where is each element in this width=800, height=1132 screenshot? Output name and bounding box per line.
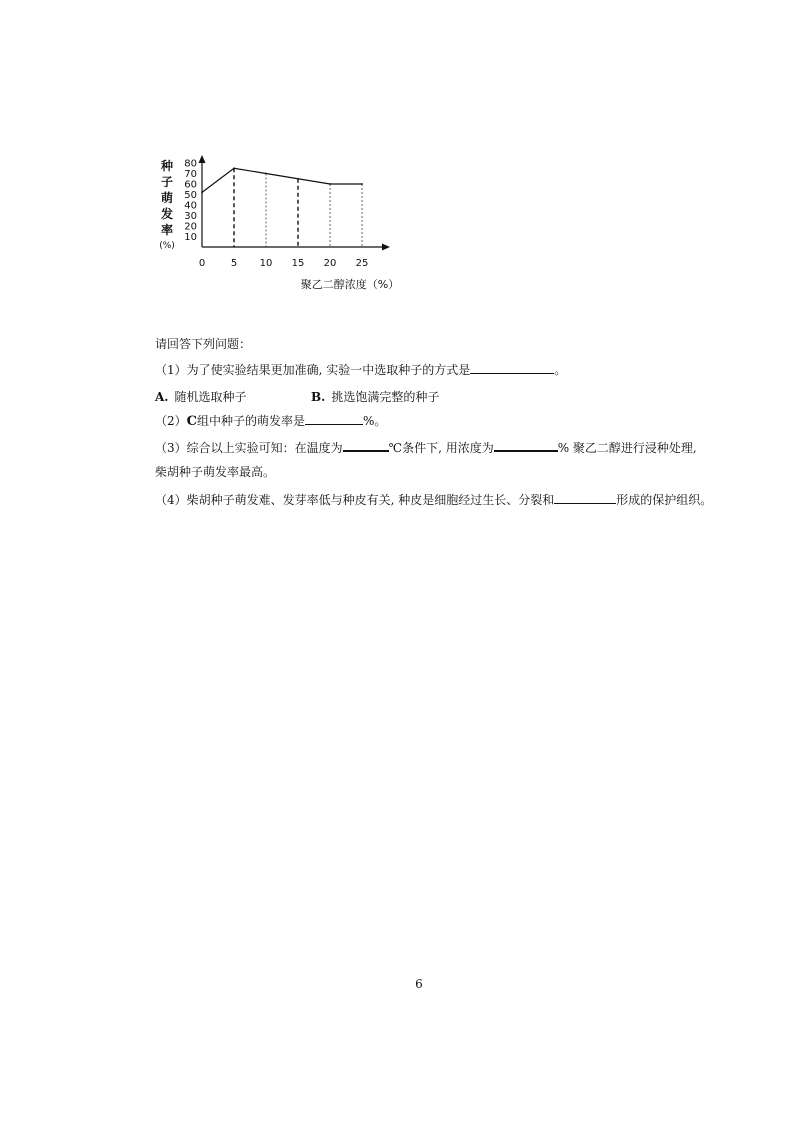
q3-text: （3）综合以上实验可知：在温度为 — [155, 441, 343, 455]
x-tick-label: 15 — [291, 258, 305, 269]
x-tick-label: 20 — [323, 258, 337, 269]
y-axis-label-char: 率 — [160, 223, 174, 237]
germination-chart — [150, 150, 410, 295]
y-tick-label: 30 — [184, 211, 197, 222]
x-tick-label: 25 — [355, 258, 369, 269]
q3-temperature-blank[interactable] — [343, 439, 389, 452]
y-axis-label — [159, 158, 175, 251]
y-axis-label-char: 子 — [160, 175, 174, 189]
x-tick-label: 5 — [230, 258, 238, 269]
x-tick-label: 10 — [259, 258, 273, 269]
option-a — [155, 389, 311, 405]
q1-end: 。 — [554, 363, 567, 377]
y-axis-arrow — [199, 155, 206, 163]
x-tick-labels — [199, 258, 369, 269]
question-intro: 请回答下列问题： — [155, 337, 252, 351]
q4-end: 形成的保护组织。 — [616, 493, 713, 507]
option-b-label: B. — [311, 390, 326, 404]
y-tick-label: 80 — [184, 158, 197, 170]
option-b — [311, 390, 439, 404]
y-tick-label: 50 — [184, 190, 197, 201]
question-1 — [155, 362, 566, 378]
q2-text: 组中种子的萌发率是 — [197, 414, 306, 428]
page-number: 6 — [415, 977, 423, 991]
q4-answer-blank[interactable] — [554, 492, 616, 504]
y-tick-label: 70 — [184, 169, 197, 180]
question-4 — [155, 492, 712, 508]
y-axis-label-char: 种 — [160, 159, 174, 173]
q3-end: % 聚乙二醇进行浸种处理, — [557, 441, 697, 455]
question-3 — [155, 439, 697, 456]
x-axis-title: 聚乙二醇浓度（%） — [300, 278, 400, 291]
q1-text: （1）为了使实验结果更加准确, 实验一中选取种子的方式是 — [155, 363, 471, 377]
q3-mid: ℃条件下, 用浓度为 — [388, 441, 494, 455]
y-axis-label-char: 发 — [160, 207, 174, 221]
y-tick-label: 20 — [184, 221, 197, 233]
q2-number: （2） — [155, 414, 187, 428]
option-b-text: 挑选饱满完整的种子 — [331, 390, 440, 404]
y-tick-label: 40 — [184, 200, 197, 212]
question-1-options — [155, 389, 439, 405]
q2-answer-blank[interactable] — [305, 413, 363, 425]
x-tick-label: 0 — [198, 258, 206, 269]
question-2 — [155, 413, 386, 430]
q2-group-letter: C — [186, 414, 197, 429]
question-3-line2: 柴胡种子萌发率最高。 — [155, 465, 276, 479]
q3-concentration-blank[interactable] — [494, 439, 558, 452]
q1-answer-blank[interactable] — [470, 362, 554, 374]
y-tick-label: 60 — [184, 179, 197, 191]
q4-text: （4）柴胡种子萌发难、发芽率低与种皮有关, 种皮是细胞经过生长、分裂和 — [155, 493, 555, 507]
y-axis-label-char: 萌 — [160, 191, 174, 205]
dashed-drop-lines — [201, 167, 363, 247]
y-tick-label: 10 — [184, 232, 197, 243]
series-line — [202, 168, 362, 192]
option-a-text: 随机选取种子 — [174, 390, 247, 404]
option-a-label: A. — [155, 390, 169, 404]
q2-end: %。 — [363, 414, 387, 428]
y-tick-labels — [184, 159, 197, 244]
x-axis-arrow — [382, 244, 390, 251]
y-axis-label-unit: (%) — [159, 241, 175, 251]
